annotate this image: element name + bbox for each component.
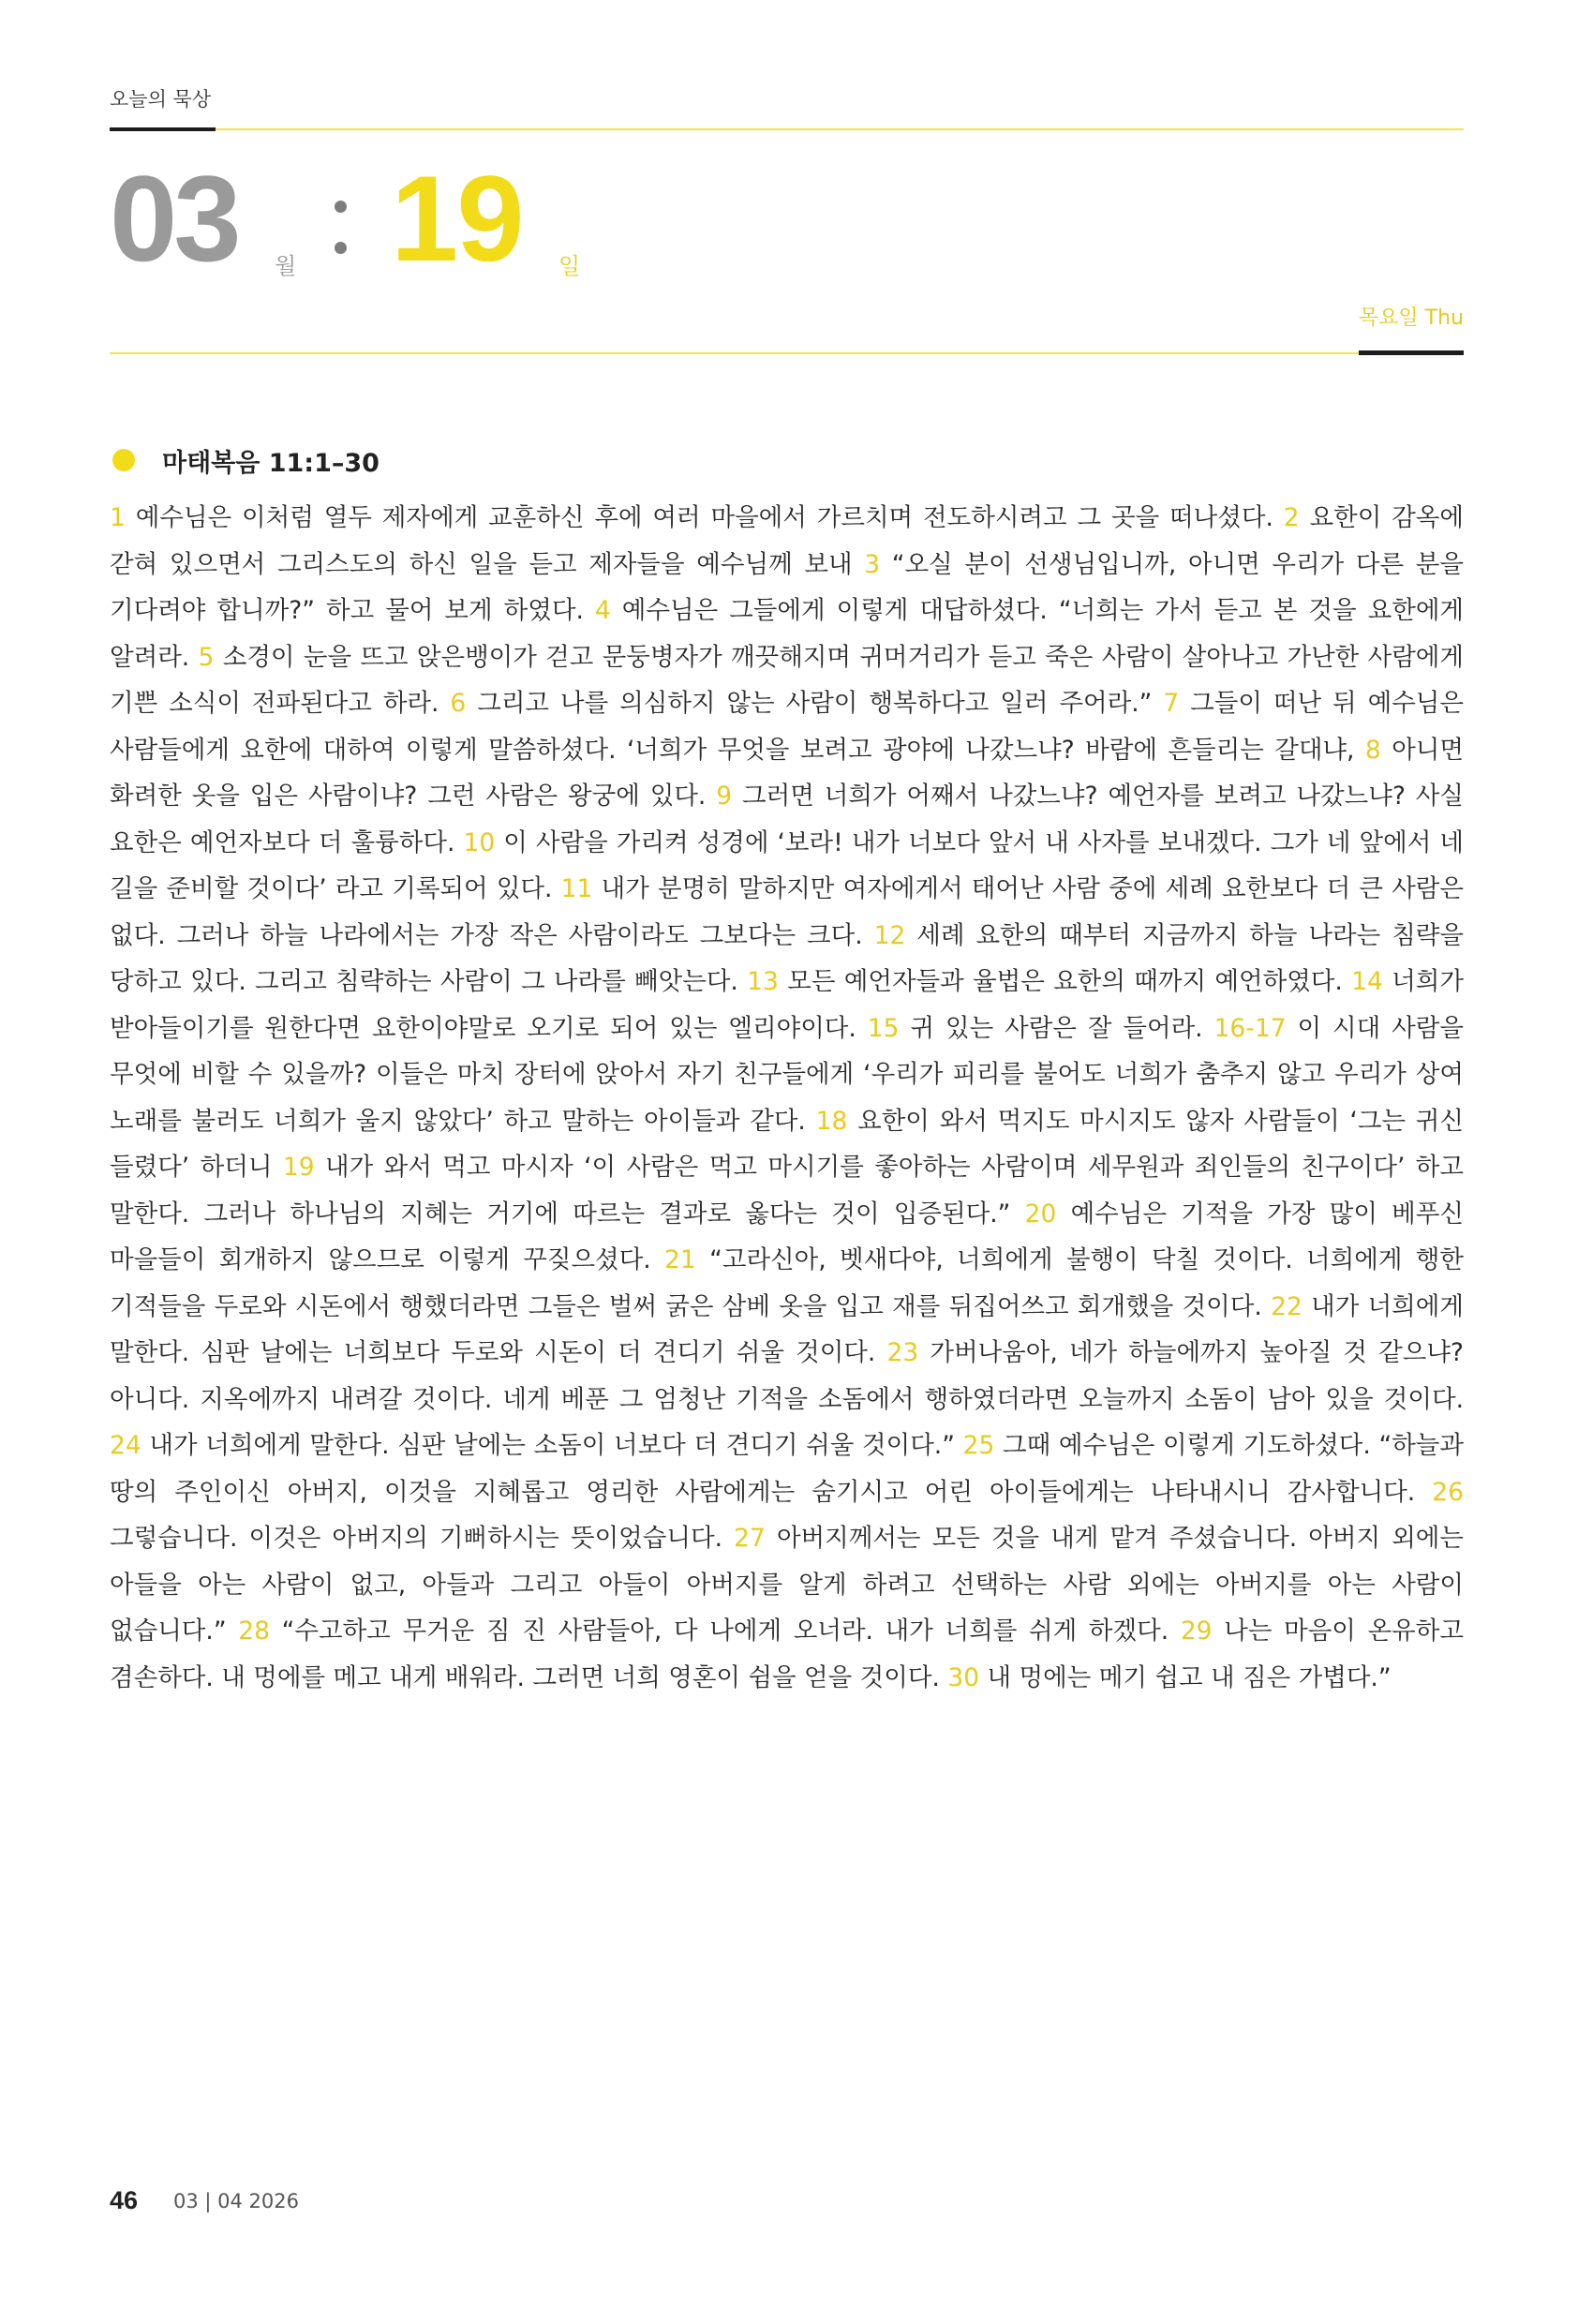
bullet-dot-icon bbox=[112, 449, 135, 471]
verse-number: 30 bbox=[947, 1662, 980, 1692]
verse-text: 내 멍에는 메기 쉽고 내 짐은 가볍다.” bbox=[979, 1662, 1392, 1692]
verse-text: 요한이 감옥에 갇혀 있으면서 그리스도의 하신 일을 듣고 제자들을 예수님께 보내 bbox=[110, 503, 1464, 579]
verse-text: 소경이 눈을 뜨고 앉은뱅이가 걷고 문둥병자가 깨끗해지며 귀머거리가 듣고 죽은 사람이 살아나고 가난한 사람에게 기쁜 소식이 전파된다고 하라. bbox=[110, 642, 1464, 718]
verse-text: 예수님은 그들에게 이렇게 대답하셨다. “너희는 가서 듣고 본 것을 요한에게 알려라. bbox=[110, 596, 1465, 672]
verse-number: 26 bbox=[1432, 1477, 1464, 1507]
verse-number: 23 bbox=[886, 1338, 919, 1367]
verse-number: 21 bbox=[664, 1245, 696, 1274]
verse-text: 이 사람을 가리켜 성경에 ‘보라! 내가 너보다 앞서 내 사자를 보내겠다. 그가 네 앞에서 네 길을 준비할 것이다’ 라고 기록되어 있다. bbox=[110, 827, 1464, 903]
verse-text: 내가 분명히 말하지만 여자에게서 태어난 사람 중에 세례 요한보다 더 큰 사람은 없다. 그러나 하늘 나라에서는 가장 작은 사람이라도 그보다는 크다. bbox=[110, 874, 1464, 950]
verse-text: 그들이 떠난 뒤 예수님은 사람들에게 요한에 대하여 이렇게 말씀하셨다. ‘너희가 무엇을 보려고 광야에 나갔느냐? 바람에 흔들리는 갈대냐, bbox=[110, 689, 1464, 765]
verse-number: 4 bbox=[594, 596, 611, 625]
verse-text: 아버지께서는 모든 것을 내게 맡겨 주셨습니다. 아버지 외에는 아들을 아는 사람이 없고, 아들과 그리고 아들이 아버지를 알게 하려고 선택하는 사람 외에는 아버지를 아는 사람이 없습니다.” bbox=[110, 1524, 1464, 1646]
verse-text: 나는 마음이 온유하고 겸손하다. 내 멍에를 메고 내게 배워라. 그러면 너희 영혼이 쉼을 얻을 것이다. bbox=[110, 1616, 1464, 1692]
verse-text: 그때 예수님은 이렇게 기도하셨다. “하늘과 땅의 주인이신 아버지, 이것을 지혜롭고 영리한 사람에게는 숨기시고 어린 아이들에게는 나타내시니 감사합니다. bbox=[110, 1431, 1465, 1507]
verse-number: 1 bbox=[110, 503, 126, 532]
verse-number: 24 bbox=[110, 1431, 141, 1460]
series-underline bbox=[110, 127, 216, 131]
verse-number: 28 bbox=[238, 1616, 270, 1646]
verse-number: 10 bbox=[463, 827, 496, 857]
verse-text: 그렇습니다. 이것은 아버지의 기뻐하시는 뜻이었습니다. bbox=[110, 1524, 735, 1553]
verse-number: 18 bbox=[815, 1106, 848, 1136]
day-number: 19 bbox=[391, 150, 523, 287]
verse-text: “수고하고 무거운 짐 진 사람들아, 다 나에게 오너라. 내가 너희를 쉬게 하겠다. bbox=[269, 1616, 1181, 1646]
verse-text: 내가 와서 먹고 마시자 ‘이 사람은 먹고 마시기를 좋아하는 사람이며 세무원과 죄인들의 친구이다’ 하고 말한다. 그러나 하나님의 지혜는 거기에 따르는 결과로 옳다는 것이 입증된다.” bbox=[110, 1153, 1464, 1229]
verse-number: 15 bbox=[867, 1013, 900, 1043]
verse-number: 27 bbox=[734, 1524, 766, 1553]
verse-text: 그러면 너희가 어째서 나갔느냐? 예언자를 보려고 나갔느냐? 사실 요한은 예언자보다 더 훌륭하다. bbox=[110, 782, 1464, 857]
verse-number: 5 bbox=[198, 642, 215, 672]
verse-number: 20 bbox=[1024, 1199, 1057, 1229]
issue-date: 03 | 04 2026 bbox=[173, 2190, 299, 2212]
verse-number: 12 bbox=[873, 920, 906, 950]
colon-dot-top bbox=[335, 201, 347, 213]
header-top-rule bbox=[216, 128, 1464, 130]
verse-text: 내가 너희에게 말한다. 심판 날에는 소돔이 너보다 더 견디기 쉬울 것이다.” bbox=[141, 1431, 963, 1460]
page-number: 46 bbox=[110, 2186, 139, 2214]
verse-text: 너희가 받아들이기를 원한다면 요한이야말로 오기로 되어 있는 엘리야이다. bbox=[110, 967, 1464, 1043]
month-unit: 월 bbox=[275, 253, 297, 279]
verse-number: 13 bbox=[747, 967, 779, 996]
verse-text: 아니면 화려한 옷을 입은 사람이냐? 그런 사람은 왕궁에 있다. bbox=[110, 735, 1464, 811]
verse-number: 11 bbox=[560, 874, 593, 903]
verse-number: 6 bbox=[450, 689, 467, 718]
weekday-label: 목요일 Thu bbox=[1358, 306, 1464, 330]
day-unit: 일 bbox=[558, 253, 581, 279]
verse-text: 세례 요한의 때부터 지금까지 하늘 나라는 침략을 당하고 있다. 그리고 침략하는 사람이 그 나라를 빼앗는다. bbox=[110, 920, 1464, 996]
verse-text: 요한이 와서 먹지도 마시지도 않자 사람들이 ‘그는 귀신 들렸다’ 하더니 bbox=[110, 1106, 1464, 1182]
passage-reference: 마태복음 11:1–30 bbox=[162, 449, 380, 478]
verse-text: 이 시대 사람을 무엇에 비할 수 있을까? 이들은 마치 장터에 앉아서 자기 친구들에게 ‘우리가 피리를 불어도 너희가 춤추지 않고 우리가 상여 노래를 불러도 너희가 울지 않았다’ 하고 말하는 아이들과 같다. bbox=[110, 1013, 1464, 1136]
verse-text: 내가 너희에게 말한다. 심판 날에는 너희보다 두로와 시돈이 더 견디기 쉬울 것이다. bbox=[110, 1291, 1464, 1367]
verse-number: 14 bbox=[1351, 967, 1383, 996]
verse-number: 7 bbox=[1163, 689, 1180, 718]
verse-number: 2 bbox=[1283, 503, 1300, 532]
verse-text: 예수님은 기적을 가장 많이 베푸신 마을들이 회개하지 않으므로 이렇게 꾸짖으셨다. bbox=[110, 1199, 1464, 1274]
verse-number: 25 bbox=[962, 1431, 995, 1460]
verse-text: 그리고 나를 의심하지 않는 사람이 행복하다고 일러 주어라.” bbox=[466, 689, 1164, 718]
scripture-body bbox=[110, 495, 1464, 1701]
verse-number: 29 bbox=[1180, 1616, 1213, 1646]
verse-number: 9 bbox=[716, 782, 733, 811]
verse-text: 모든 예언자들과 율법은 요한의 때까지 예언하였다. bbox=[778, 967, 1352, 996]
verse-text: 귀 있는 사람은 잘 들어라. bbox=[899, 1013, 1214, 1043]
colon-dot-bottom bbox=[335, 242, 347, 254]
verse-number: 22 bbox=[1271, 1291, 1303, 1321]
verse-number: 19 bbox=[282, 1153, 315, 1182]
verse-number: 16-17 bbox=[1213, 1013, 1287, 1043]
month-number: 03 bbox=[110, 150, 238, 287]
verse-number: 3 bbox=[864, 549, 881, 579]
series-title: 오늘의 묵상 bbox=[110, 88, 212, 111]
verse-number: 8 bbox=[1364, 735, 1381, 765]
weekday-underline bbox=[1359, 350, 1464, 355]
verse-text: 가버나움아, 네가 하늘에까지 높아질 것 같으냐? 아니다. 지옥에까지 내려갈 것이다. 네게 베푼 그 엄청난 기적을 소돔에서 행하였더라면 오늘까지 소돔이 남아 있을 것이다. bbox=[110, 1338, 1464, 1414]
verse-text: 예수님은 이처럼 열두 제자에게 교훈하신 후에 여러 마을에서 가르치며 전도하시려고 그 곳을 떠나셨다. bbox=[125, 503, 1284, 532]
verse-text: “고라신아, 벳새다야, 너희에게 불행이 닥칠 것이다. 너희에게 행한 기적들을 두로와 시돈에서 행했더라면 그들은 벌써 굵은 삼베 옷을 입고 재를 뒤집어쓰고 회개했을 것이다. bbox=[110, 1245, 1464, 1321]
verse-text: “오실 분이 선생님입니까, 아니면 우리가 다른 분을 기다려야 합니까?” 하고 물어 보게 하였다. bbox=[110, 549, 1464, 625]
header-bottom-rule bbox=[110, 352, 1464, 354]
